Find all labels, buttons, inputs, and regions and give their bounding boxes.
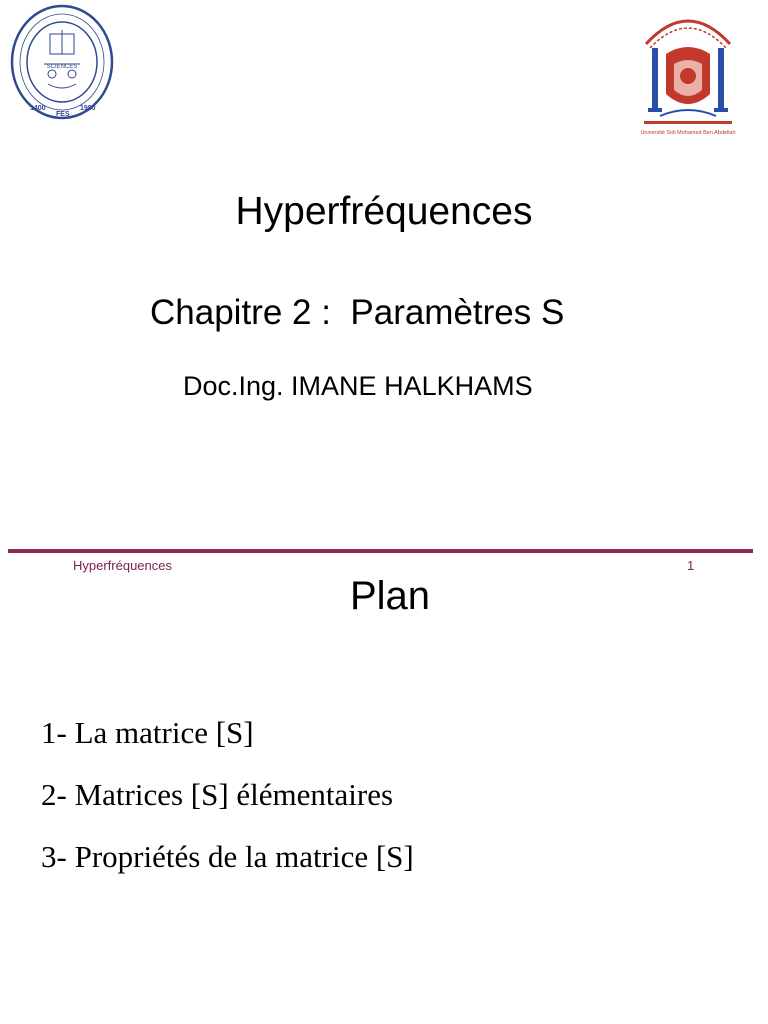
- plan-title: Plan: [349, 574, 431, 618]
- university-seal-logo: [10, 4, 114, 120]
- crest-caption: Université Sidi Mohamed Ben Abdellah: [640, 130, 736, 136]
- author-name: Doc.Ing. IMANE HALKHAMS: [183, 371, 533, 401]
- plan-item: 2- Matrices [S] élémentaires: [41, 777, 394, 812]
- page-number: 1: [687, 558, 695, 573]
- plan-item: 1- La matrice [S]: [41, 715, 254, 750]
- slide-divider: [8, 549, 753, 553]
- slide-title: Hyperfréquences: [235, 190, 533, 233]
- svg-text:SCIENCES: SCIENCES: [46, 64, 78, 70]
- plan-item: 3- Propriétés de la matrice [S]: [41, 839, 414, 874]
- chapter-heading: Chapitre 2 : Paramètres S: [150, 293, 565, 332]
- university-crest-logo: [630, 4, 746, 136]
- svg-text:FES: FES: [56, 111, 70, 118]
- svg-text:1980: 1980: [80, 105, 96, 112]
- svg-text:1400: 1400: [30, 105, 46, 112]
- footer-label: Hyperfréquences: [73, 558, 172, 573]
